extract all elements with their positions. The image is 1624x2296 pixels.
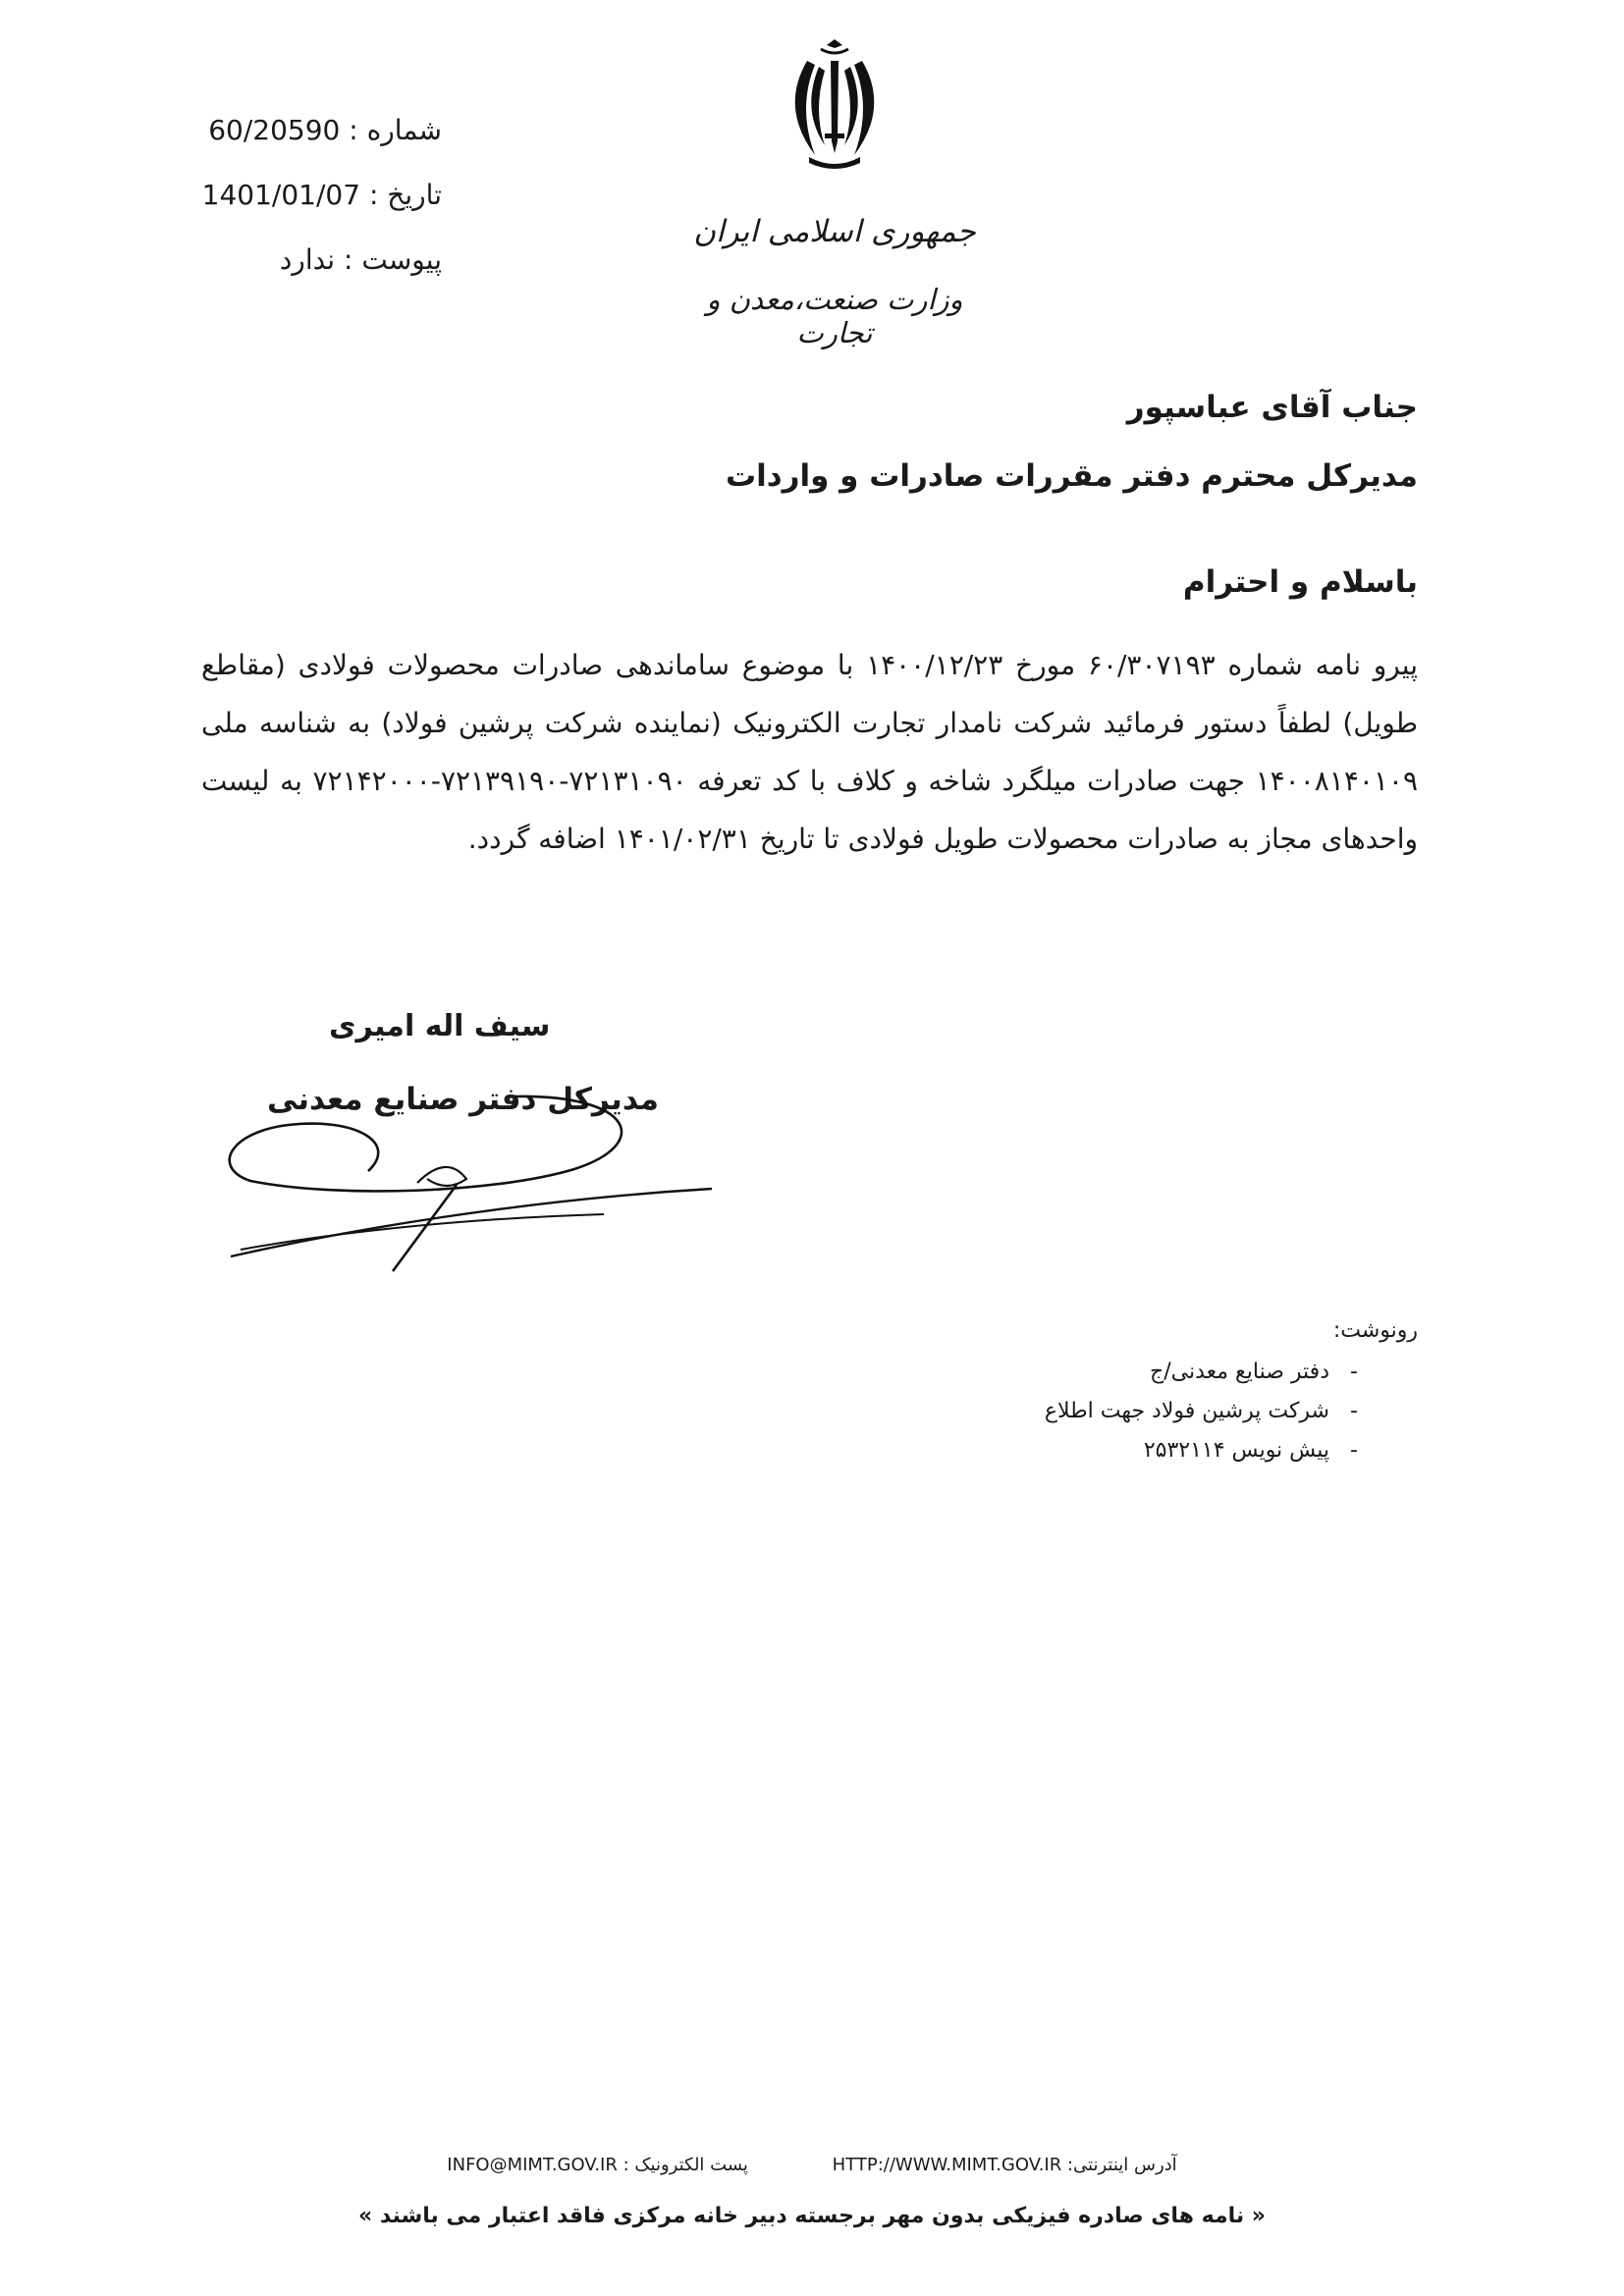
letter-body-paragraph: پیرو نامه شماره ۶۰/۳۰۷۱۹۳ مورخ ۱۴۰۰/۱۲/۲۳ با موضوع ساماندهی صادرات محصولات فولادی (مقاطع طویل) لطفاً دستور فرمائید شرکت نامدار تجارت الکترونیک (نماینده شرکت پرشین فولاد) به شناسه ملی ۱۴۰۰۸۱۴۰۱۰۹ جهت صادرات میلگرد شاخه و کلاف با کد تعرفه ۷۲۱۳۱۰۹۰-۷۲۱۳۹۱۹۰-۷۲۱۴۲۰۰۰ به لیست واحدهای مجاز به صادرات محصولات طویل فولادی تا تاریخ ۱۴۰۱/۰۲/۳۱ اضافه گردد. [201, 649, 1419, 855]
letterhead [687, 39, 982, 349]
letter-date [157, 163, 442, 228]
letter-date-label: تاریخ : [368, 179, 442, 211]
letter-attachment-label: پیوست : [344, 243, 442, 276]
cc-item: -دفتر صنایع معدنی/ج [1150, 1360, 1358, 1384]
handwritten-signature [221, 1085, 731, 1281]
letter-number-label: شماره : [349, 114, 442, 146]
cc-item: -شرکت پرشین فولاد جهت اطلاع [1044, 1399, 1358, 1423]
footer-note: « نامه های صادره فیزیکی بدون مهر برجسته دبیر خانه مرکزی فاقد اعتبار می باشند » [358, 2204, 1266, 2228]
cc-label: رونوشت: [1332, 1318, 1418, 1343]
iran-emblem-icon [785, 39, 884, 172]
letter-attachment [157, 228, 442, 293]
republic-title: جمهوری اسلامی ایران [693, 214, 976, 249]
letter-date-value: 1401/01/07 [201, 179, 361, 211]
footer-email [447, 2155, 748, 2175]
footer-web-value: HTTP://WWW.MIMT.GOV.IR [832, 2155, 1062, 2175]
recipient-name: جناب آقای عباسپور [1126, 390, 1418, 425]
footer-contacts [0, 2155, 1624, 2175]
signatory-name: سیف اله امیری [329, 1009, 551, 1043]
letter-body [201, 636, 1418, 868]
footer-web [833, 2155, 1177, 2175]
letter-number [157, 98, 442, 163]
recipient-title: مدیرکل محترم دفتر مقررات صادرات و واردات [725, 458, 1418, 494]
greeting: باسلام و احترام [1182, 564, 1418, 600]
letter-number-value: 60/20590 [208, 114, 341, 146]
signatory-title: مدیرکل دفتر صنایع معدنی [267, 1082, 659, 1117]
recipient-block [534, 373, 1418, 510]
footer-web-label: آدرس اینترنتی: [1066, 2155, 1177, 2175]
letter-attachment-value: ندارد [279, 243, 336, 276]
cc-list [1045, 1318, 1418, 1470]
letter-meta [157, 98, 442, 293]
ministry-title: وزارت صنعت،معدن و تجارت [706, 283, 963, 349]
footer-email-label: پست الکترونیک : [623, 2155, 748, 2175]
footer-email-value: INFO@MIMT.GOV.IR [447, 2155, 618, 2175]
cc-item: -پیش نویس ۲۵۳۲۱۱۴ [1143, 1438, 1358, 1463]
